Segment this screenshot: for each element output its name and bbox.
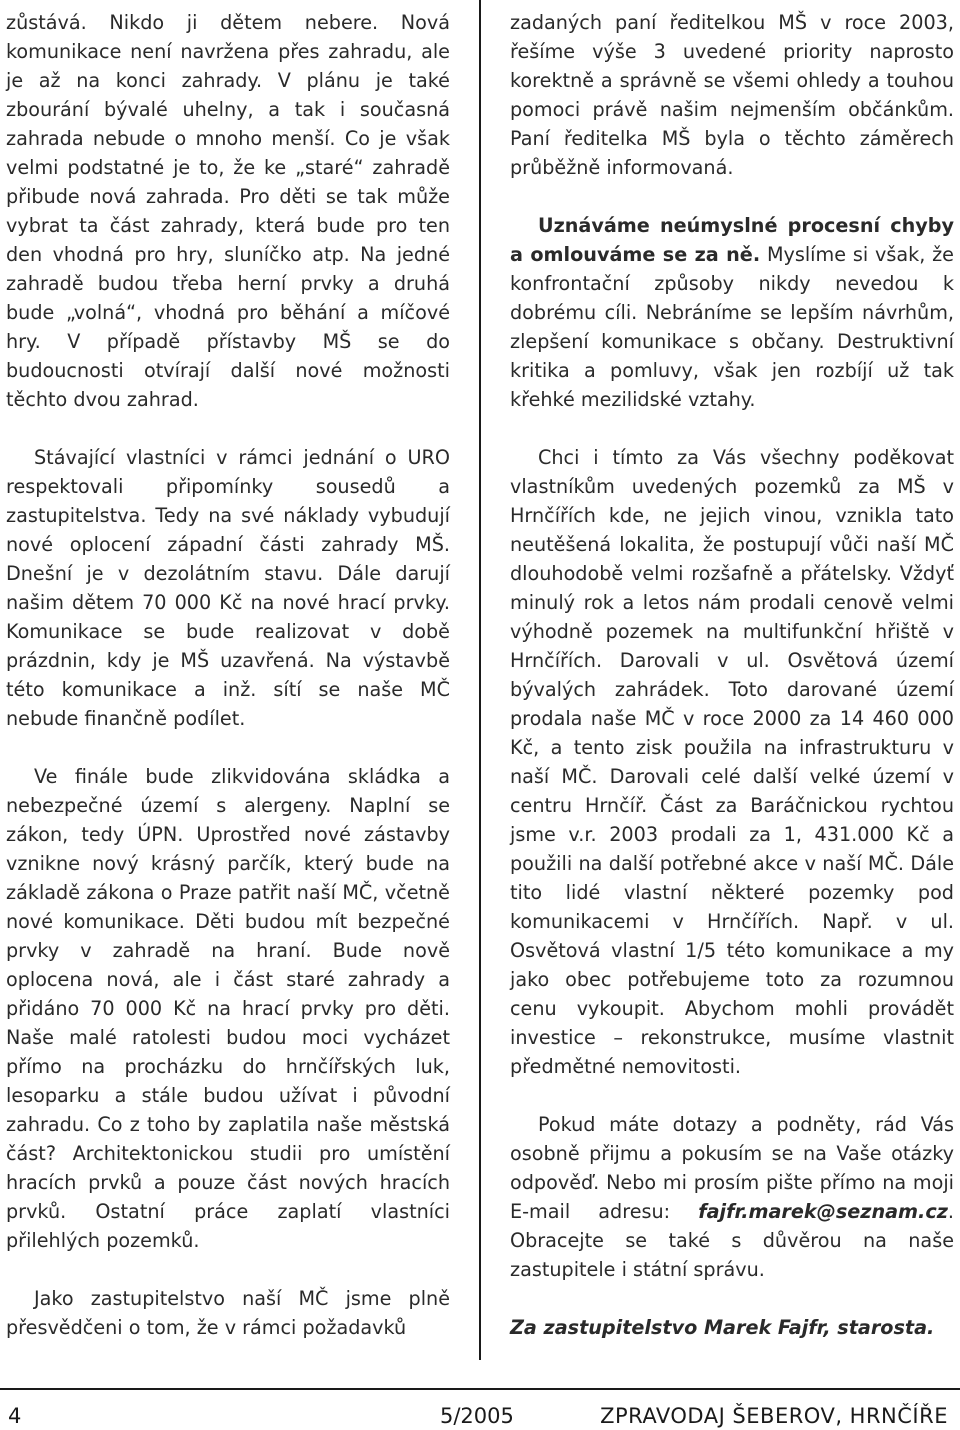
paragraph-text: Pokud máte dotazy a podněty, rád Vás osobně přijmu a pokusím se na Vaše otázky odpověď. Nebo mi prosím pište přímo na moji E-mail adresu: — [510, 1113, 954, 1223]
right-column — [510, 8, 954, 1371]
paragraph-text: . Obracejte se také s důvěrou na naše zastupitele i státní správu. — [510, 1200, 954, 1281]
paragraph: Ve finále bude zlikvidována skládka a nebezpečné území s alergeny. Naplní se zákon, tedy ÚPN. Uprostřed nové zástavby vznikne nový krásný parčík, který bude na základě zákona o Praze patřit naší MČ, včetně nové komunikace. Děti budou mít bezpečné prvky v zahradě na hraní. Bude nově oplocena nová, ale i část staré zahrady a přidáno 70 000 Kč na hrací prvky pro děti. Naše malé ratolesti budou moci vycházet přímo na procházku do hrnčířských luk, lesoparku a stále budou užívat i původní zahradu. Co z toho by zaplatila naše městská část? Architektonickou studii pro umístění hracích prvků a pouze část nových hracích prvků. Ostatní práce zaplatí vlastníci přilehlých pozemků. — [6, 765, 450, 1252]
email-address[interactable]: fajfr.marek@seznam.cz — [698, 1200, 948, 1223]
paragraph: zůstává. Nikdo ji dětem nebere. Nová komunikace není navržena přes zahradu, ale je až na konci zahrady. V plánu je také zbourání bývalé uhelny, a tak i současná zahrada nebude o mnoho menší. Co je však velmi podstatné je to, že ke „staré“ zahradě přibude nová zahrada. Pro děti se tak může vybrat ta část zahrady, která bude pro ten den vhodná pro hry, sluníčko atp. Na jedné zahradě budou třeba herní prvky a druhá bude „volná“, vhodná pro běhání a míčové hry. V případě přístavby MŠ se do budoucnosti otvírají další nové možnosti těchto dvou zahrad. — [6, 11, 450, 411]
paragraph — [510, 211, 954, 414]
page-number: 4 — [8, 1404, 22, 1428]
issue-number: 5/2005 — [440, 1404, 514, 1428]
page-footer — [0, 1388, 960, 1430]
paragraph: Jako zastupitelstvo naší MČ jsme plně přesvědčeni o tom, že v rámci požadavků — [6, 1287, 450, 1339]
left-column — [6, 8, 450, 1371]
apology-statement: Uznáváme neúmyslné procesní chyby a omlouváme se za ně. — [510, 214, 954, 266]
paragraph — [510, 1110, 954, 1284]
signature: Za zastupitelstvo Marek Fajfr, starosta. — [510, 1316, 935, 1339]
paragraph: Chci i tímto za Vás všechny poděkovat vlastníkům uvedených pozemků za MŠ v Hrnčířích kde, ne jejich vinou, vznikla tato neutěšená lokalita, že postupují vůči naší MČ dlouhodobě velmi rozšafně a přátelsky. Vždyť minulý rok a letos nám prodali cenově velmi výhodně pozemek na multifunkční hřiště v Hrnčířích. Darovali v ul. Osvětová území bývalých zahrádek. Toto darované území prodala naše MČ v roce 2000 za 14 460 000 Kč, a tento zisk použila na infrastrukturu v naší MČ. Darovali celé další velké území v centru Hrnčíř. Část za Baráčnickou rychtou jsme v.r. 2003 prodali za 1, 431.000 Kč a použili na další potřebné akce v naší MČ. Dále tito lidé vlastní některé pozemky pod komunikacemi v Hrnčířích. Např. v ul. Osvětová vlastní 1/5 této komunikace a my jako obec potřebujeme toto za rozumnou cenu vykoupit. Abychom mohli provádět investice – rekonstrukce, musíme vlastnit předmětné nemovitosti. — [510, 446, 954, 1078]
paragraph: Stávající vlastníci v rámci jednání o URO respektovali připomínky sousedů a zastupitelstva. Tedy na své náklady vybudují nové oplocení západní části zahrady MŠ. Dnešní je v dezolátním stavu. Dále darují našim dětem 70 000 Kč na nové hrací prvky. Komunikace se bude realizovat v době prázdnin, kdy je MŠ uzavřená. Na výstavbě této komunikace a inž. sítí se naše MČ nebude finančně podílet. — [6, 446, 450, 730]
column-divider — [479, 0, 481, 1360]
publication-name: ZPRAVODAJ ŠEBEROV, HRNČÍŘE — [600, 1404, 948, 1428]
paragraph-text: Myslíme si však, že konfrontační způsoby nikdy nevedou k dobrému cíli. Nebráníme se lepším návrhům, zlepšení komunikace s občany. Destruktivní kritika a pomluvy, však jen rozbíjí už tak křehké mezilidské vztahy. — [510, 243, 954, 411]
paragraph: zadaných paní ředitelkou MŠ v roce 2003, řešíme výše 3 uvedené priority naprosto korektně a správně se všemi ohledy a touhou pomoci právě našim nejmenším občánkům. Paní ředitelka MŠ byla o těchto záměrech průběžně informovaná. — [510, 11, 954, 179]
